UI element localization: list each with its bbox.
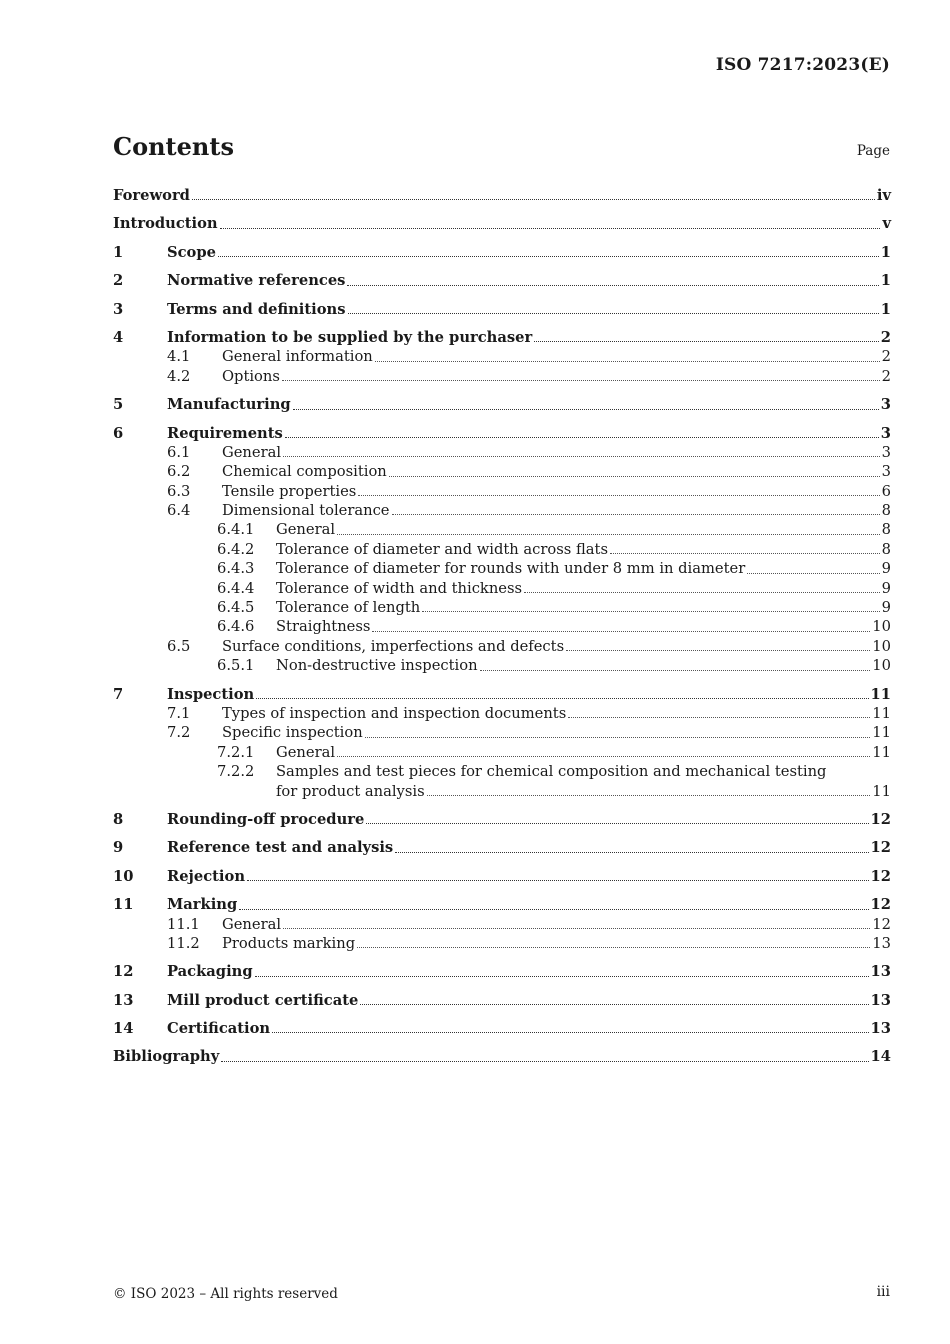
- toc-entry-page: 6: [881, 482, 891, 500]
- toc-entry-title: General: [222, 443, 282, 461]
- toc-entry-6-4-3[interactable]: [113, 559, 891, 578]
- toc-entry-title: Foreword: [113, 187, 190, 204]
- toc-entry-page: 10: [872, 618, 891, 636]
- toc-entry-number: 6.4: [167, 502, 191, 520]
- dot-leader: [534, 340, 879, 342]
- toc-entry-6-4-1[interactable]: [113, 520, 891, 539]
- toc-entry-4[interactable]: [113, 328, 891, 347]
- toc-entry-number: 14: [113, 1020, 134, 1038]
- toc-entry-number: 7.1: [167, 704, 191, 722]
- toc-entry-4-1[interactable]: [113, 347, 891, 366]
- dot-leader: [285, 436, 879, 438]
- toc-entry-13[interactable]: [113, 991, 891, 1010]
- dot-leader: [282, 379, 880, 381]
- dot-leader: [283, 455, 880, 457]
- dot-leader: [480, 669, 871, 671]
- toc-entry-3[interactable]: [113, 300, 891, 319]
- toc-entry-title: Reference test and analysis: [167, 839, 394, 857]
- toc-entry-title: General: [276, 521, 336, 539]
- toc-entry-page: 1: [880, 300, 891, 318]
- page-column-label: Page: [856, 143, 890, 159]
- toc-entry-7[interactable]: [113, 685, 891, 704]
- toc-entry-6-4-4[interactable]: [113, 579, 891, 598]
- toc-entry-11-1[interactable]: [113, 915, 891, 934]
- toc-entry-page: 13: [872, 934, 891, 952]
- toc-entry-page: 12: [872, 915, 891, 933]
- dot-leader: [372, 630, 870, 632]
- toc-entry-page: iv: [876, 187, 891, 204]
- toc-entry-page: 1: [880, 243, 891, 261]
- dot-leader: [256, 697, 868, 699]
- dot-leader: [283, 927, 870, 929]
- toc-entry-number: 11.1: [167, 915, 200, 933]
- dot-leader: [337, 533, 880, 535]
- toc-entry-number: 12: [113, 963, 134, 981]
- toc-entry-page: 12: [870, 839, 891, 857]
- dot-leader: [566, 649, 870, 651]
- toc-entry-page: 3: [881, 463, 891, 481]
- toc-entry-title: Tolerance of diameter and width across flats: [276, 540, 608, 558]
- toc-entry-title: Inspection: [167, 685, 255, 703]
- toc-entry-14[interactable]: [113, 1019, 891, 1038]
- toc-entry-page: 9: [881, 560, 891, 578]
- toc-entry-6-2[interactable]: [113, 462, 891, 481]
- toc-entry-number: 6.4.1: [217, 521, 255, 539]
- toc-entry-number: 11: [113, 896, 134, 914]
- toc-entry-title: General: [276, 743, 336, 761]
- dot-leader: [247, 879, 869, 881]
- toc-entry-page: v: [882, 215, 891, 233]
- toc-entry-number: 1: [113, 243, 124, 261]
- toc-entry-page: 13: [870, 963, 891, 981]
- toc-entry-11[interactable]: [113, 895, 891, 914]
- toc-entry-title: Requirements: [167, 424, 283, 442]
- toc-entry-page: 9: [881, 579, 891, 597]
- toc-entry-number: 6.1: [167, 443, 191, 461]
- copyright-notice: © ISO 2023 – All rights reserved: [113, 1286, 338, 1302]
- dot-leader: [610, 552, 880, 554]
- toc-entry-title: Tensile properties: [222, 482, 357, 500]
- toc-entry-6-4-6[interactable]: [113, 617, 891, 636]
- toc-entry-6-3[interactable]: [113, 482, 891, 501]
- toc-entry-page: 11: [872, 782, 891, 800]
- toc-entry-title: Introduction: [113, 215, 218, 233]
- toc-entry-title: Surface conditions, imperfections and defects: [222, 637, 565, 655]
- toc-entry-title: General: [222, 915, 282, 933]
- toc-entry-page: 3: [881, 443, 891, 461]
- contents-heading: Contents: [113, 132, 234, 161]
- table-of-contents: [113, 186, 891, 1067]
- toc-entry-page: 12: [870, 810, 891, 828]
- toc-entry-11-2[interactable]: [113, 934, 891, 953]
- toc-entry-page: 9: [881, 599, 891, 617]
- dot-leader: [524, 591, 880, 593]
- toc-entry-number: 6.5: [167, 637, 191, 655]
- toc-entry-6[interactable]: [113, 424, 891, 443]
- toc-entry-title: Straightness: [276, 618, 371, 636]
- dot-leader: [389, 475, 880, 477]
- toc-entry-number: 4: [113, 328, 124, 346]
- toc-entry-bibliography[interactable]: [113, 1047, 891, 1066]
- toc-entry-page: 11: [872, 724, 891, 742]
- toc-entry-page: 8: [881, 521, 891, 539]
- toc-entry-6-1[interactable]: [113, 443, 891, 462]
- toc-entry-title: Manufacturing: [167, 396, 291, 414]
- dot-leader: [272, 1031, 868, 1033]
- toc-entry-title: Scope: [167, 243, 216, 261]
- document-id: ISO 7217:2023(E): [715, 55, 890, 75]
- toc-entry-number: 2: [113, 272, 124, 290]
- dot-leader: [568, 716, 870, 718]
- toc-entry-title: Chemical composition: [222, 463, 387, 481]
- dot-leader: [392, 513, 880, 515]
- toc-entry-title: Marking: [167, 896, 238, 914]
- toc-entry-7-2-1[interactable]: [113, 743, 891, 762]
- toc-entry-page: 10: [872, 657, 891, 675]
- toc-entry-page: 8: [881, 502, 891, 520]
- toc-entry-8[interactable]: [113, 810, 891, 829]
- toc-entry-number: 10: [113, 867, 134, 885]
- toc-entry-number: 6.4.5: [217, 599, 255, 617]
- toc-entry-page: 14: [870, 1048, 891, 1066]
- toc-entry-title: Mill product certificate: [167, 991, 359, 1009]
- toc-entry-number: 4.1: [167, 348, 191, 366]
- toc-entry-7-2-2[interactable]: [113, 762, 891, 801]
- toc-entry-number: 11.2: [167, 934, 200, 952]
- toc-entry-foreword[interactable]: [113, 186, 891, 205]
- dot-leader: [220, 227, 881, 229]
- toc-entry-title: Dimensional tolerance: [222, 502, 390, 520]
- toc-entry-4-2[interactable]: [113, 367, 891, 386]
- toc-entry-10[interactable]: [113, 867, 891, 886]
- toc-entry-1[interactable]: [113, 243, 891, 262]
- toc-entry-page: 2: [881, 348, 891, 366]
- toc-entry-page: 11: [872, 743, 891, 761]
- toc-entry-6-4-2[interactable]: [113, 540, 891, 559]
- toc-entry-title: Specific inspection: [222, 724, 363, 742]
- toc-entry-title: Certification: [167, 1020, 271, 1038]
- toc-entry-12[interactable]: [113, 962, 891, 981]
- toc-entry-number: 7.2.2: [217, 763, 255, 781]
- toc-entry-page: 8: [881, 540, 891, 558]
- toc-entry-title: Tolerance of width and thickness: [276, 579, 523, 597]
- toc-entry-number: 6.4.2: [217, 540, 255, 558]
- toc-entry-title: Options: [222, 367, 280, 385]
- dot-leader: [395, 851, 868, 853]
- toc-entry-page: 12: [870, 896, 891, 914]
- toc-entry-6-4[interactable]: [113, 501, 891, 520]
- dot-leader: [366, 822, 868, 824]
- dot-leader: [375, 360, 880, 362]
- dot-leader: [221, 1060, 868, 1062]
- dot-leader: [293, 408, 879, 410]
- toc-entry-number: 13: [113, 991, 134, 1009]
- toc-entry-number: 4.2: [167, 367, 191, 385]
- toc-entry-number: 6.5.1: [217, 657, 255, 675]
- toc-entry-title: Bibliography: [113, 1048, 220, 1066]
- dot-leader: [239, 908, 868, 910]
- toc-entry-title: Samples and test pieces for chemical composition and mechanical testing: [276, 763, 827, 781]
- toc-entry-page: 3: [880, 424, 891, 442]
- toc-entry-number: 6.2: [167, 463, 191, 481]
- toc-entry-introduction[interactable]: [113, 214, 891, 233]
- dot-leader: [365, 736, 871, 738]
- toc-entry-page: 10: [872, 637, 891, 655]
- toc-entry-number: 6.3: [167, 482, 191, 500]
- toc-entry-number: 8: [113, 810, 124, 828]
- toc-entry-number: 3: [113, 300, 124, 318]
- dot-leader: [255, 975, 869, 977]
- dot-leader: [422, 610, 879, 612]
- toc-entry-title: Terms and definitions: [167, 300, 346, 318]
- toc-entry-page: 2: [880, 328, 891, 346]
- toc-entry-title: Normative references: [167, 272, 346, 290]
- toc-entry-title: Rounding-off procedure: [167, 810, 365, 828]
- dot-leader: [357, 946, 870, 948]
- toc-entry-title: Packaging: [167, 963, 253, 981]
- toc-entry-page: 13: [870, 991, 891, 1009]
- toc-entry-number: 6: [113, 424, 124, 442]
- dot-leader: [337, 755, 870, 757]
- toc-entry-9[interactable]: [113, 838, 891, 857]
- toc-entry-title: General information: [222, 348, 373, 366]
- toc-entry-title: Tolerance of diameter for rounds with under 8 mm in diameter: [276, 560, 746, 578]
- toc-entry-title: Products marking: [222, 934, 356, 952]
- dot-leader: [747, 572, 879, 574]
- toc-entry-title: Types of inspection and inspection documents: [222, 704, 567, 722]
- toc-entry-number: 7.2: [167, 724, 191, 742]
- dot-leader: [347, 284, 878, 286]
- toc-entry-page: 13: [870, 1020, 891, 1038]
- dot-leader: [360, 1003, 868, 1005]
- toc-entry-page: 1: [880, 272, 891, 290]
- toc-entry-2[interactable]: [113, 271, 891, 290]
- toc-entry-6-5[interactable]: [113, 637, 891, 656]
- toc-entry-number: 6.4.4: [217, 579, 255, 597]
- toc-entry-page: 11: [872, 704, 891, 722]
- toc-entry-number: 6.4.3: [217, 560, 255, 578]
- dot-leader: [358, 494, 879, 496]
- toc-entry-number: 9: [113, 839, 124, 857]
- toc-entry-title: Rejection: [167, 867, 245, 885]
- toc-entry-page: 11: [870, 685, 891, 703]
- toc-entry-6-4-5[interactable]: [113, 598, 891, 617]
- page-number: iii: [876, 1284, 890, 1300]
- toc-entry-title: Tolerance of length: [276, 599, 421, 617]
- toc-entry-7-1[interactable]: [113, 704, 891, 723]
- dot-leader: [427, 794, 871, 796]
- toc-entry-7-2[interactable]: [113, 723, 891, 742]
- toc-entry-page: 2: [881, 367, 891, 385]
- dot-leader: [218, 255, 879, 257]
- toc-entry-title-continued: for product analysis: [276, 782, 425, 800]
- toc-entry-page: 12: [870, 867, 891, 885]
- dot-leader: [348, 312, 879, 314]
- toc-entry-number: 5: [113, 396, 124, 414]
- dot-leader: [192, 198, 875, 200]
- toc-entry-page: 3: [880, 396, 891, 414]
- toc-entry-title: Information to be supplied by the purchaser: [167, 328, 533, 346]
- toc-entry-5[interactable]: [113, 395, 891, 414]
- toc-entry-number: 6.4.6: [217, 618, 255, 636]
- toc-entry-number: 7: [113, 685, 124, 703]
- toc-entry-number: 7.2.1: [217, 743, 255, 761]
- toc-entry-6-5-1[interactable]: [113, 656, 891, 675]
- toc-entry-title: Non-destructive inspection: [276, 657, 478, 675]
